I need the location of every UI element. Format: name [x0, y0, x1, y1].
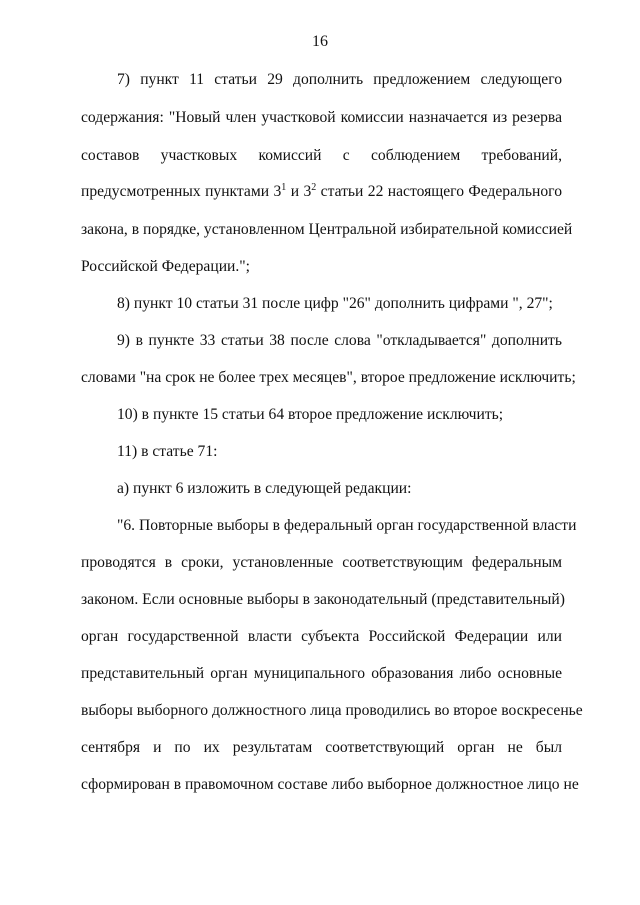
text-line: проводятся в сроки, установленные соответствующим федеральным — [81, 554, 562, 571]
text-line: 11) в статье 71: — [117, 443, 218, 460]
text-line: содержания: "Новый член участковой комиссии назначается из резерва — [81, 109, 562, 126]
text-line: представительный орган муниципального образования либо основные — [81, 665, 562, 682]
superscript: 1 — [281, 182, 287, 193]
text-line: закона, в порядке, установленном Центральной избирательной комиссией — [81, 221, 573, 238]
text-line: орган государственной власти субъекта Российской Федерации или — [81, 628, 562, 645]
text-line: 7) пункт 11 статьи 29 дополнить предложением следующего — [117, 71, 562, 88]
text-line: "6. Повторные выборы в федеральный орган государственной власти — [117, 517, 577, 534]
text-segment: предусмотренных пунктами 3 — [81, 183, 282, 200]
text-line: сентября и по их результатам соответствующий орган не был — [81, 739, 562, 756]
text-line: Российской Федерации."; — [81, 258, 250, 275]
text-line: 8) пункт 10 статьи 31 после цифр "26" дополнить цифрами ", 27"; — [117, 295, 553, 312]
text-line: 9) в пункте 33 статьи 38 после слова "откладывается" дополнить — [117, 332, 562, 349]
text-segment: и 3 — [286, 183, 312, 200]
page-number: 16 — [312, 33, 328, 50]
text-line: законом. Если основные выборы в законодательный (представительный) — [81, 591, 565, 608]
text-line: 10) в пункте 15 статьи 64 второе предложение исключить; — [117, 406, 504, 423]
text-line: выборы выборного должностного лица проводились во второе воскресенье — [81, 702, 583, 719]
superscript: 2 — [311, 182, 317, 193]
text-line: составов участковых комиссий с соблюдением требований, — [81, 147, 562, 164]
text-line: словами "на срок не более трех месяцев", второе предложение исключить; — [81, 369, 576, 386]
text-segment: статьи 22 настоящего Федерального — [316, 183, 562, 200]
text-line: а) пункт 6 изложить в следующей редакции: — [117, 480, 412, 497]
text-line-with-superscripts — [81, 182, 562, 202]
text-line: сформирован в правомочном составе либо выборное должностное лицо не — [81, 776, 579, 793]
